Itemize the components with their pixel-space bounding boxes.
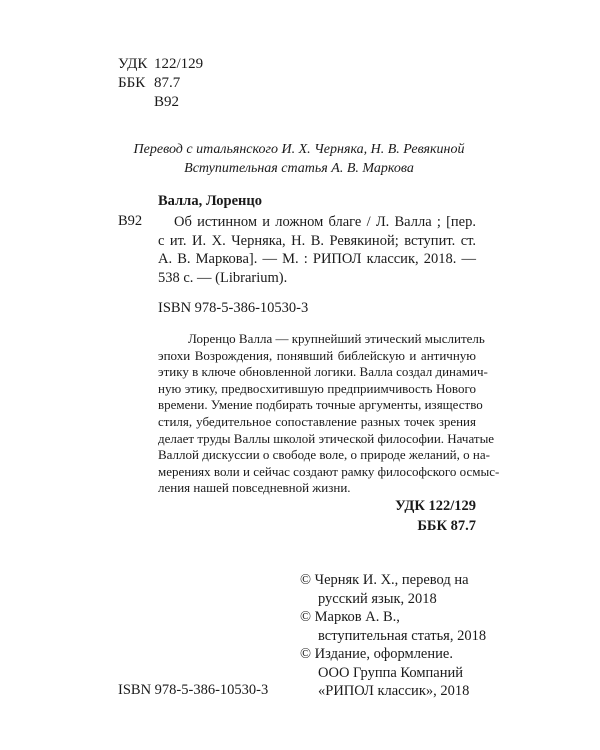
copyright-publisher-name: «РИПОЛ классик», 2018	[318, 683, 470, 699]
classification-bottom	[395, 496, 476, 536]
copyright-translator: © Черняк И. Х., перевод на	[300, 572, 469, 588]
translation-credit: Перевод с итальянского И. Х. Черняка, Н. В. Ревякиной	[133, 142, 465, 157]
udk-label: УДК	[118, 56, 148, 72]
credits-block	[118, 140, 480, 178]
annotation-line: мерениях воли и сейчас создают рамку философского осмыс-	[158, 463, 500, 479]
annotation-line: Лоренцо Валла — крупнейший этический мыслитель	[188, 331, 485, 346]
catalog-code: В92	[118, 213, 143, 229]
annotation-line: делает труды Валлы школой этической философии. Начатые	[158, 430, 495, 446]
annotation-line: Валлой дискуссии о свободе воле, о природе желаний, о на-	[158, 447, 490, 463]
isbn-top: ISBN 978-5-386-10530-3	[158, 300, 309, 316]
introduction-credit: Вступительная статья А. В. Маркова	[184, 161, 414, 176]
bbk-row	[118, 74, 203, 93]
catalog-entry	[158, 213, 476, 287]
annotation-line: времени. Умение подбирать точные аргументы, изящество	[158, 397, 483, 413]
copyright-publisher: © Издание, оформление.	[300, 646, 453, 662]
udk-bottom: УДК 122/129	[395, 498, 476, 514]
udk-value: 122/129	[154, 56, 204, 72]
bbk-label: ББК	[118, 75, 146, 91]
catalog-line: А. В. Маркова]. — М. : РИПОЛ классик, 2018. —	[158, 251, 476, 267]
catalog-line: Об истинном и ложном благе / Л. Валла ; [пер.	[174, 214, 476, 230]
copyright-translator-cont: русский язык, 2018	[318, 590, 437, 607]
copyright-publisher-cont: ООО Группа Компаний	[318, 664, 463, 681]
copyright-intro: © Марков А. В.,	[300, 609, 400, 625]
bbk-value: 87.7	[154, 75, 181, 91]
author-mark: В92	[154, 94, 180, 110]
copyright-intro-cont: вступительная статья, 2018	[318, 627, 487, 644]
annotation-line: этику в ключе обновленной логики. Валла создал динамич-	[158, 364, 488, 380]
catalog-line: с ит. И. Х. Черняка, Н. В. Ревякиной; вступит. ст.	[158, 232, 476, 249]
catalog-author: Валла, Лоренцо	[158, 193, 262, 209]
isbn-bottom: ISBN 978-5-386-10530-3	[118, 682, 269, 698]
annotation-line: эпохи Возрождения, понявший библейскую и античную	[158, 347, 476, 363]
annotation-line: ления нашей повседневной жизни.	[158, 480, 351, 496]
classification-block	[118, 55, 203, 112]
bbk-bottom: ББК 87.7	[417, 518, 476, 534]
udk-row	[118, 55, 203, 74]
catalog-line: 538 с. — (Librarium).	[158, 269, 288, 286]
annotation	[158, 331, 500, 497]
annotation-line: ную этику, предвосхитившую предприимчивость Нового	[158, 380, 476, 396]
copyright-block	[300, 571, 487, 701]
annotation-line: стиля, убедительное сопоставление разных точек зрения	[158, 413, 476, 429]
